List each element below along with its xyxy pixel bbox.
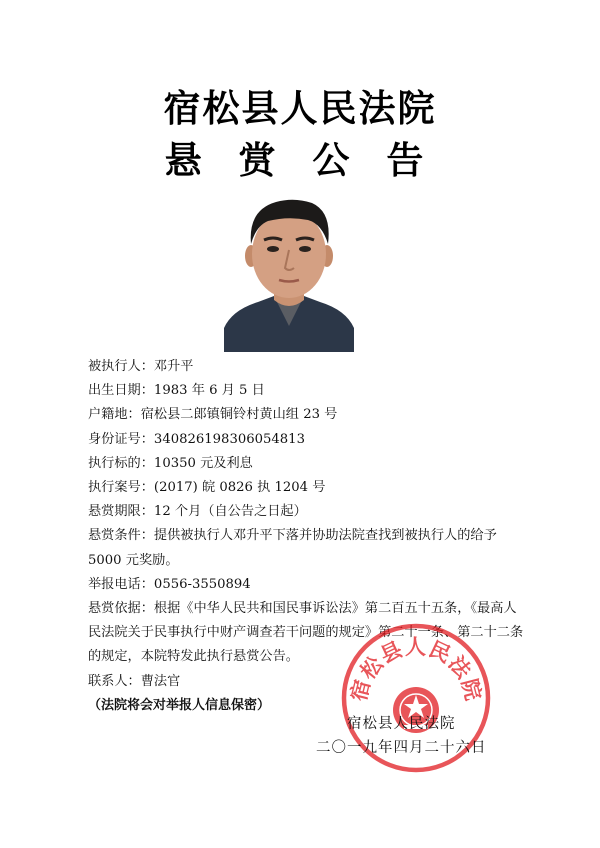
id-number: 身份证号：340826198306054813 (88, 431, 305, 447)
portrait-image (224, 188, 354, 352)
reward-condition: 悬赏条件：提供被执行人邓升平下落并协助法院查找到被执行人的给予 5000 元奖励。 (88, 528, 497, 568)
court-name-title: 宿松县人民法院 (163, 87, 437, 130)
signature-court: 宿松县人民法院 (347, 716, 456, 732)
debtor-photo (224, 188, 354, 352)
debtor-name: 被执行人：邓升平 (88, 359, 194, 374)
seal-text: 宿松县人民法院 (346, 635, 486, 704)
report-phone: 举报电话：0556-3550894 (88, 576, 251, 592)
signature-date: 二〇一九年四月二十六日 (316, 740, 487, 756)
birth-date: 出生日期：1983 年 6 月 5 日 (88, 383, 265, 399)
confidentiality-note: （法院将会对举报人信息保密） (88, 697, 271, 713)
contact-person: 联系人：曹法官 (88, 673, 181, 689)
enforcement-amount: 执行标的：10350 元及利息 (88, 455, 253, 471)
reward-period: 悬赏期限：12 个月（自公告之日起） (88, 504, 307, 520)
case-number: 执行案号：(2017) 皖 0826 执 1204 号 (88, 480, 326, 496)
notice-title: 悬 赏 公 告 (164, 139, 436, 182)
domicile: 户籍地：宿松县二郎镇铜铃村黄山组 23 号 (88, 407, 338, 423)
reward-basis: 悬赏依据：根据《中华人民共和国民事诉讼法》第二百五十五条，《最高人民法院关于民事执行中财产调查若干问题的规定》第二十一条、第二十二条的规定，本院特发此执行悬赏公告。 (88, 601, 524, 665)
